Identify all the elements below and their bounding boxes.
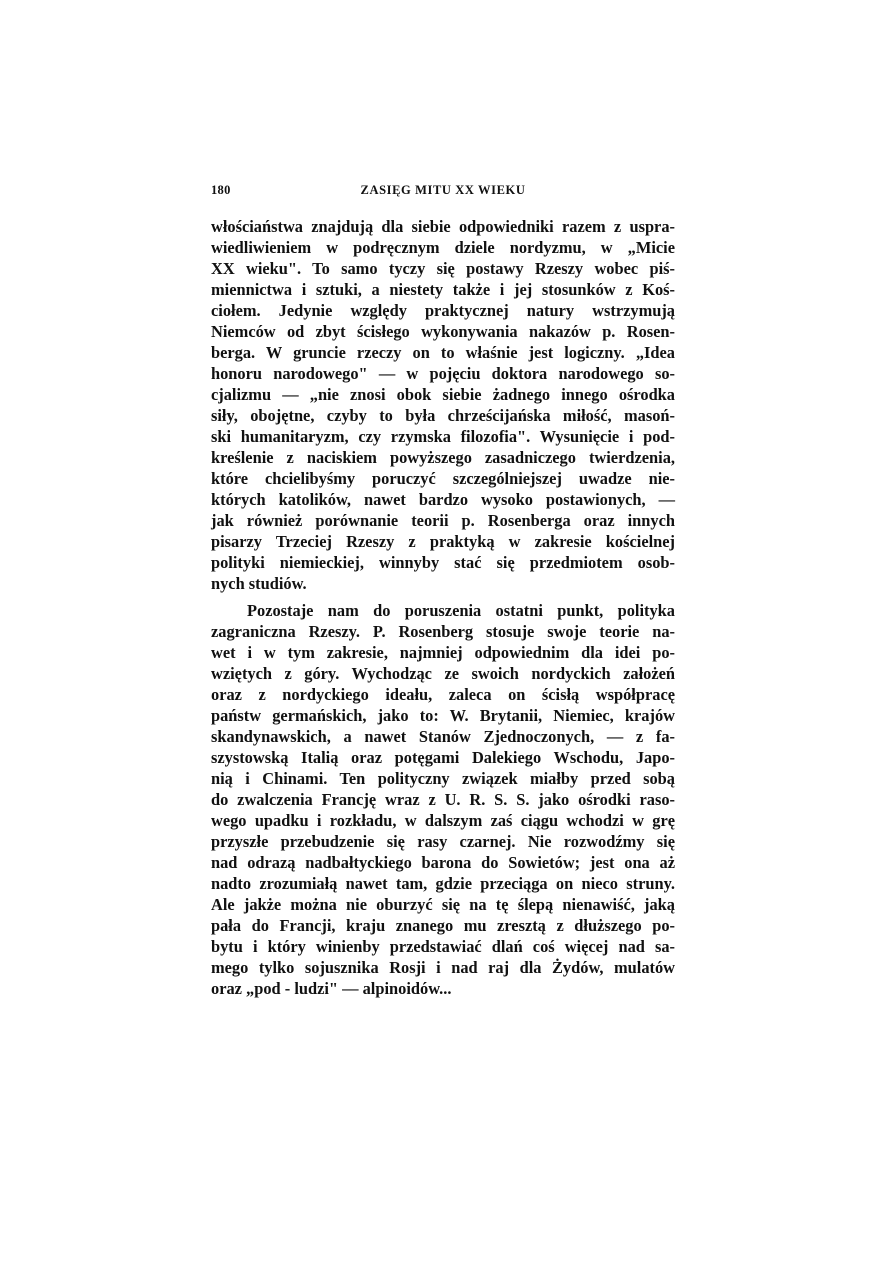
text-line: nad odrazą nadbałtyckiego barona do Sowietów; jest ona aż [211, 853, 675, 872]
text-line: których katolików, nawet bardzo wysoko postawionych, — [211, 490, 675, 509]
text-line: oraz z nordyckiego ideału, zaleca on ścisłą współpracę [211, 685, 675, 704]
page-number: 180 [211, 183, 231, 197]
text-line: polityki niemieckiej, winnyby stać się przedmiotem osob- [211, 553, 675, 572]
text-line: ski humanitaryzm, czy rzymska filozofia". Wysunięcie i pod- [211, 427, 675, 446]
text-line: honoru narodowego" — w pojęciu doktora narodowego so- [211, 364, 675, 383]
text-line: mego tylko sojusznika Rosji i nad raj dla Żydów, mulatów [211, 958, 675, 977]
text-line: XX wieku". To samo tyczy się postawy Rzeszy wobec piś- [211, 259, 675, 278]
text-line: Ale jakże można nie oburzyć się na tę ślepą nienawiść, jaką [211, 895, 675, 914]
text-line: oraz „pod - ludzi" — alpinoidów... [211, 979, 452, 998]
paragraph-1 [211, 216, 675, 594]
text-line: ciołem. Jedynie względy praktycznej natury wstrzymują [211, 301, 675, 320]
text-line: wet i w tym zakresie, najmniej odpowiednim dla idei po- [211, 643, 675, 662]
text-line: cjalizmu — „nie znosi obok siebie żadnego innego ośrodka [211, 385, 675, 404]
text-line: które chcielibyśmy poruczyć szczególniejszej uwadze nie- [211, 469, 675, 488]
text-line: skandynawskich, a nawet Stanów Zjednoczonych, — z fa- [211, 727, 675, 746]
text-line: szystowską Italią oraz potęgami Dalekiego Wschodu, Japo- [211, 748, 675, 767]
text-line: jak również porównanie teorii p. Rosenberga oraz innych [211, 511, 675, 530]
text-line: pisarzy Trzeciej Rzeszy z praktyką w zakresie kościelnej [211, 532, 675, 551]
text-line: Pozostaje nam do poruszenia ostatni punkt, polityka [247, 601, 675, 620]
text-line: bytu i który winienby przedstawiać dlań coś więcej nad sa- [211, 937, 675, 956]
text-line: nadto zrozumiałą nawet tam, gdzie przeciąga on nieco struny. [211, 874, 675, 893]
text-line: Niemców od zbyt ścisłego wykonywania nakazów p. Rosen- [211, 322, 675, 341]
text-line: siły, obojętne, czyby to była chrześcijańska miłość, masoń- [211, 406, 675, 425]
text-line: miennictwa i sztuki, a niestety także i jej stosunków z Koś- [211, 280, 675, 299]
text-line: przyszłe przebudzenie się rasy czarnej. Nie rozwodźmy się [211, 832, 675, 851]
running-title: ZASIĘG MITU XX WIEKU [360, 183, 526, 197]
text-line: nych studiów. [211, 574, 307, 593]
text-line: kreślenie z naciskiem powyższego zasadniczego twierdzenia, [211, 448, 675, 467]
text-line: zagraniczna Rzeszy. P. Rosenberg stosuje swoje teorie na- [211, 622, 675, 641]
text-line: wziętych z góry. Wychodząc ze swoich nordyckich założeń [211, 664, 675, 683]
text-line: berga. W gruncie rzeczy on to właśnie jest logiczny. „Idea [211, 343, 675, 362]
text-line: włościaństwa znajdują dla siebie odpowiedniki razem z uspra- [211, 217, 675, 236]
text-line: wiedliwieniem w podręcznym dziele nordyzmu, w „Micie [211, 238, 675, 257]
text-line: do zwalczenia Francję wraz z U. R. S. S. jako ośrodki raso- [211, 790, 675, 809]
paragraph-2 [211, 600, 675, 999]
text-line: wego upadku i rozkładu, w dalszym zaś ciągu wchodzi w grę [211, 811, 675, 830]
page-header [211, 183, 675, 203]
text-line: nią i Chinami. Ten polityczny związek miałby przed sobą [211, 769, 675, 788]
text-line: pała do Francji, kraju znanego mu zresztą z dłuższego po- [211, 916, 675, 935]
text-line: państw germańskich, jako to: W. Brytanii, Niemiec, krajów [211, 706, 675, 725]
